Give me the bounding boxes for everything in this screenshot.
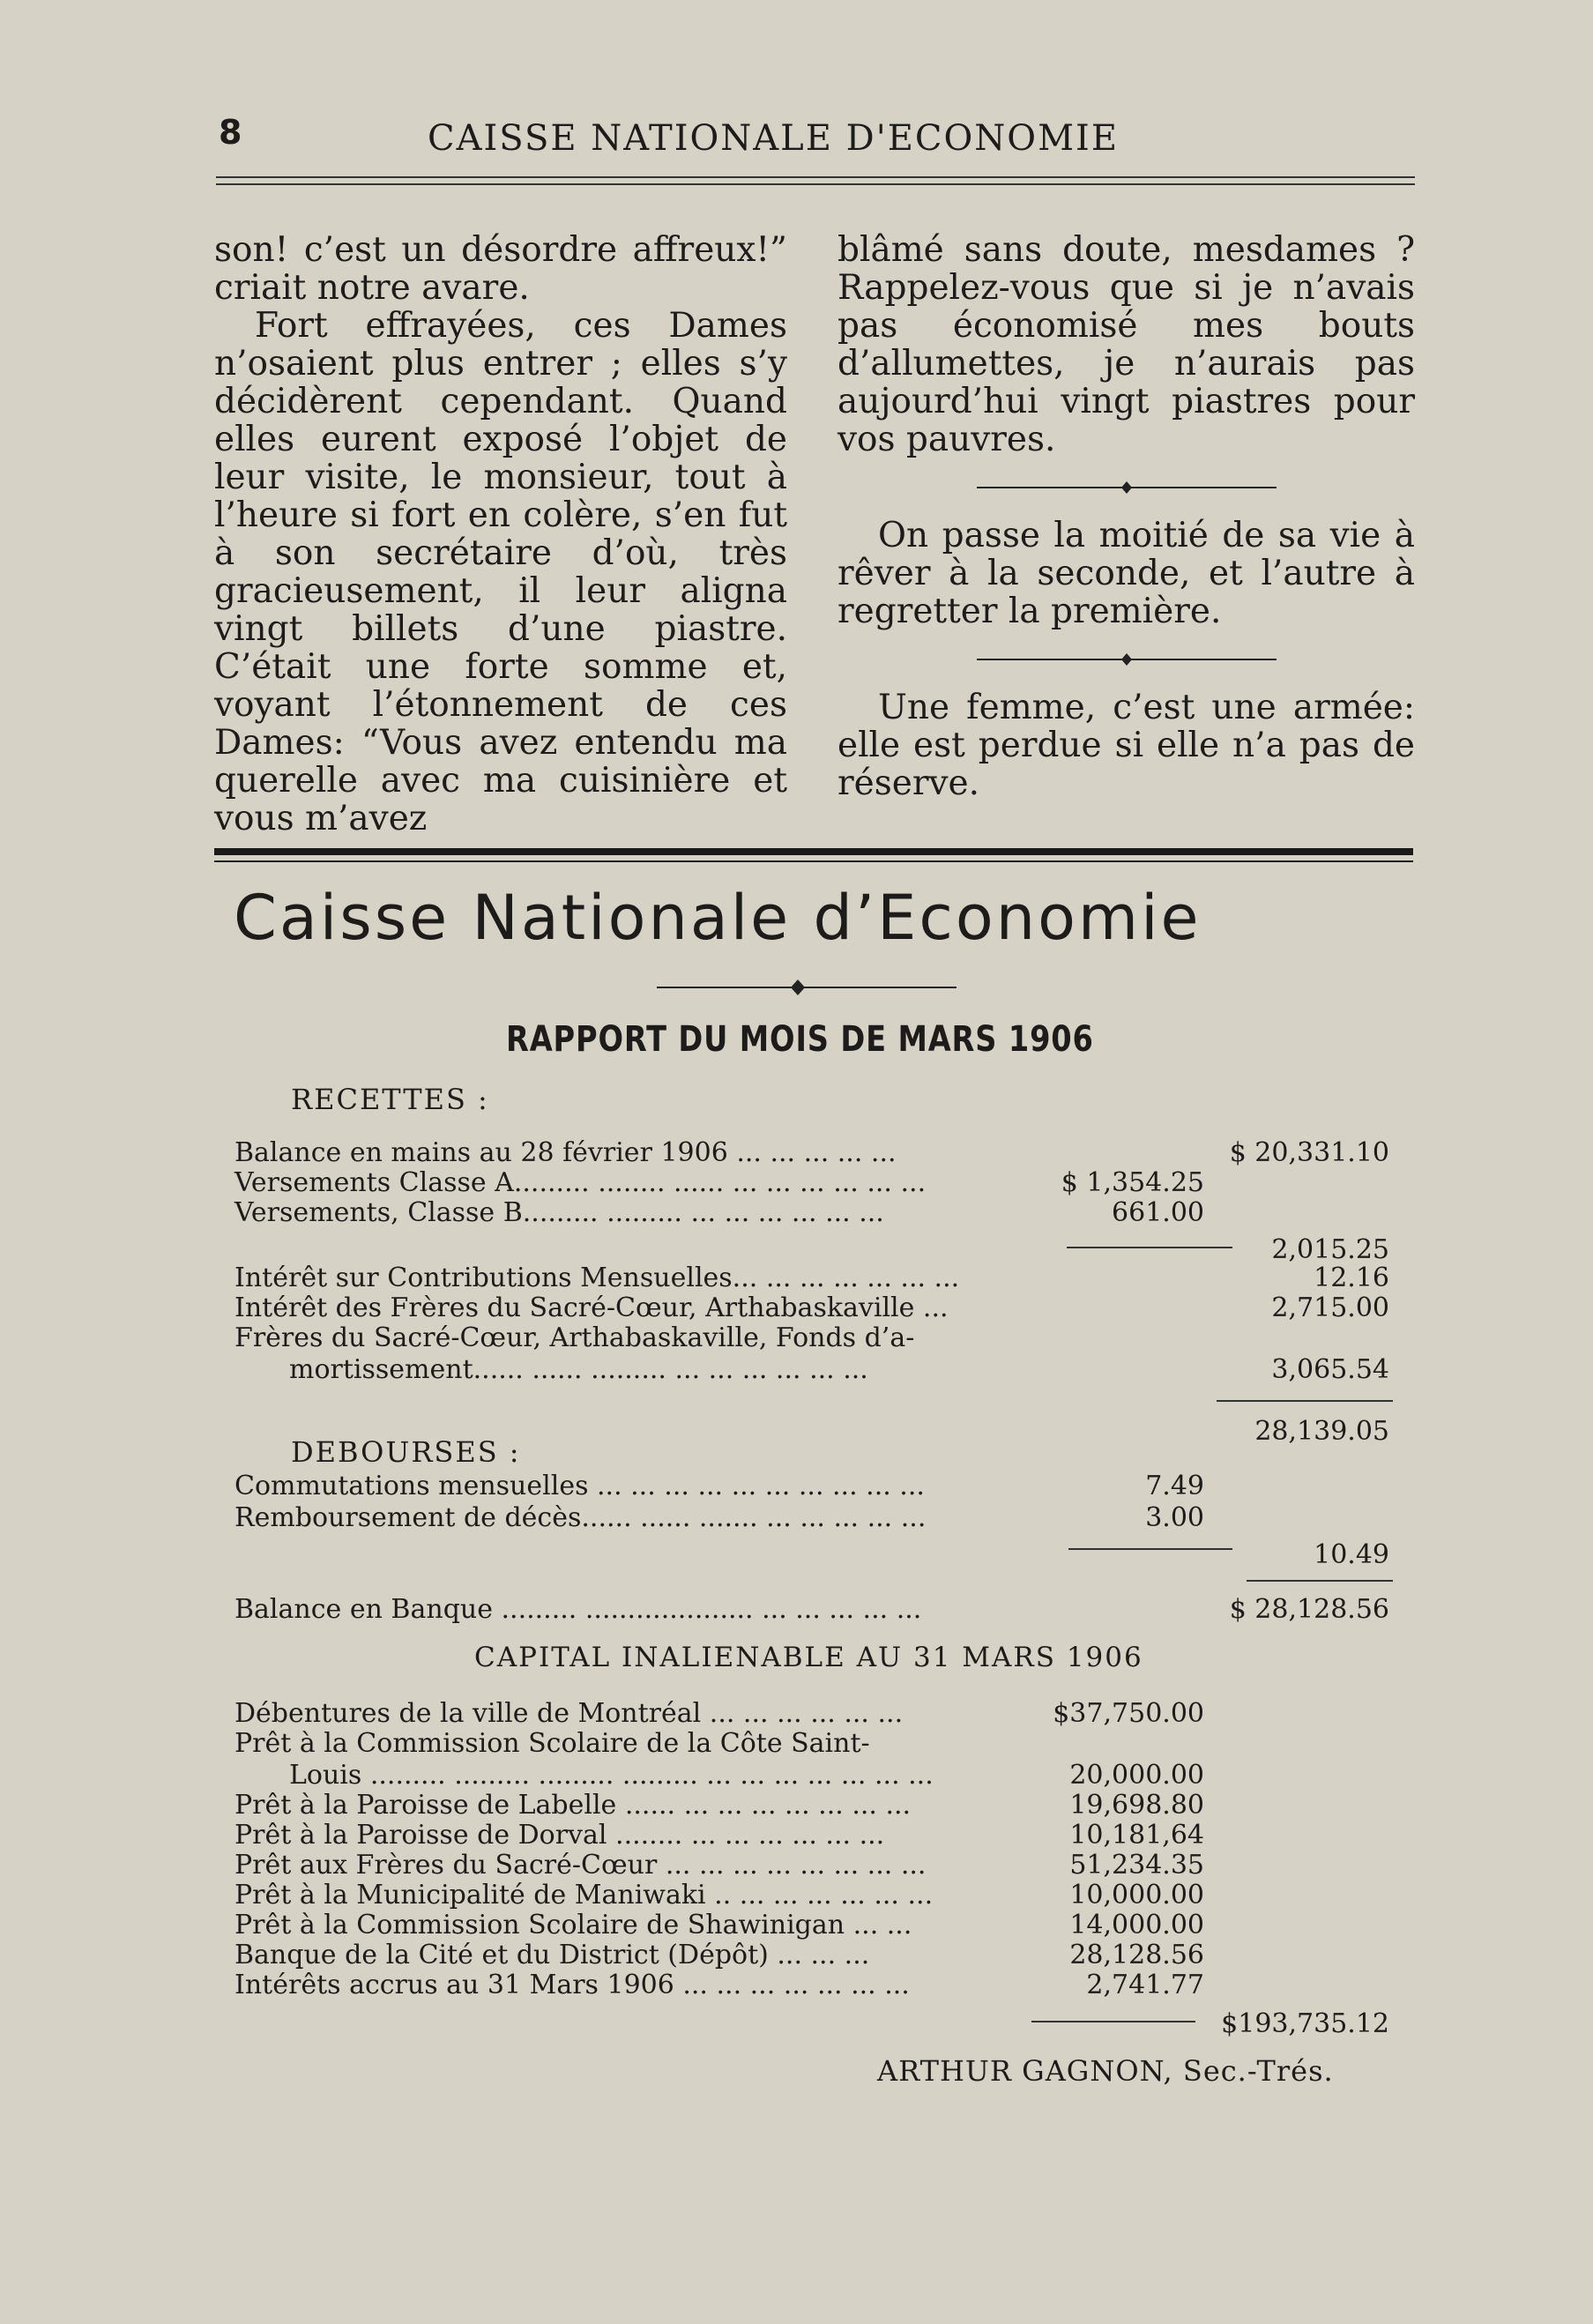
ledger-label: Balance en Banque ......... .................... ... ... ... ... ... [234,1594,922,1625]
signature-line: ARTHUR GAGNON, Sec.-Trés. [877,2054,1334,2088]
institution-title: Caisse Nationale d’Economie [234,882,1202,954]
ledger-label: Débentures de la ville de Montréal ... ... ... ... ... ... [234,1698,904,1729]
ledger-label: Intérêt des Frères du Sacré-Cœur, Arthabaskaville ... [234,1292,949,1323]
maxim-2: Une femme, c’est une armée: elle est perdue si elle n’a pas de réserve. [837,688,1415,803]
left-paragraph-1: son! c’est un désordre affreux!” criait notre avare. [214,230,787,308]
ledger-label: Versements Classe A......... ........ ...... ... ... ... ... ... ... [234,1167,927,1198]
ledger-label: Banque de la Cité et du District (Dépôt) ... ... ... [234,1940,870,1970]
ledger-row [234,1592,1416,1628]
ledger-row [234,1726,1416,1762]
ledger-total: 28,139.05 [1254,1416,1389,1447]
ledger-amount: 20,000.00 [1069,1760,1204,1791]
ledger-total: 2,715.00 [1271,1292,1389,1323]
ledger-label: Intérêt sur Contributions Mensuelles... ... ... ... ... ... ... [234,1263,960,1293]
maxim-1: On passe la moitié de sa vie à rêver à la seconde, et l’autre à regretter la première. [837,516,1415,631]
page-number: 8 [219,113,242,152]
right-column [837,231,1415,802]
diamond-divider-icon [977,652,1277,667]
ledger-amount: 28,128.56 [1069,1940,1204,1970]
ledger-row [234,2007,1416,2042]
receipts-heading: RECETTES : [291,1083,489,1116]
ledger-amount: $ 1,354.25 [1061,1167,1204,1198]
ledger-total: 3,065.54 [1271,1354,1389,1385]
ledger-amount: 51,234.35 [1069,1850,1204,1881]
ledger-label: Prêt à la Municipalité de Maniwaki .. ... ... ... ... ... ... [234,1880,934,1911]
ledger-row [234,1968,1416,2003]
running-title: CAISSE NATIONALE D'ECONOMIE [428,118,1120,159]
ledger-label: mortissement...... ...... ......... ... ... ... ... ... ... [289,1354,868,1385]
ledger-amount: 7.49 [1145,1471,1204,1501]
disbursements-heading: DEBOURSES : [291,1435,521,1469]
total-rule [1217,1400,1393,1402]
ledger-total: 10.49 [1314,1539,1389,1570]
ledger-amount: 3.00 [1145,1502,1204,1533]
ledger-row [234,1352,1416,1388]
header-double-rule [216,176,1415,185]
total-rule [1247,1580,1393,1582]
section-heavy-rule [214,848,1413,855]
ledger-total: 12.16 [1314,1263,1389,1293]
ledger-total: 2,015.25 [1271,1234,1389,1265]
ledger-amount: $37,750.00 [1053,1698,1204,1729]
report-title: RAPPORT DU MOIS DE MARS 1906 [506,1019,1094,1060]
ledger-row [234,1538,1416,1573]
ledger-amount: 10,181,64 [1069,1820,1204,1851]
diamond-divider-icon [977,480,1277,495]
ledger-label: Remboursement de décès...... ...... ....... ... ... ... ... ... [234,1502,927,1533]
ledger-total: $ 20,331.10 [1229,1137,1389,1168]
ledger-total: $ 28,128.56 [1229,1594,1389,1625]
ledger-label: Prêt à la Paroisse de Dorval ........ ... ... ... ... ... ... [234,1820,885,1851]
ledger-total: $193,735.12 [1221,2008,1389,2039]
capital-heading: CAPITAL INALIENABLE AU 31 MARS 1906 [474,1642,1143,1673]
ledger-amount: 19,698.80 [1069,1790,1204,1821]
ledger-row [234,1469,1416,1504]
ledger-label: Versements, Classe B......... ......... ... ... ... ... ... ... [234,1197,884,1228]
ledger-amount: 661.00 [1112,1197,1204,1228]
right-paragraph-continuation: blâmé sans doute, mesdames ? Rappelez-vous que si je n’avais pas économisé mes bouts d’allumettes, je n’aurais pas aujourd’hui vingt piastres pour vos pauvres. [837,230,1415,459]
ledger-amount: 14,000.00 [1069,1910,1204,1940]
ledger-label: Prêt à la Commission Scolaire de Shawinigan ... ... [234,1910,912,1940]
ledger-label: Prêt à la Commission Scolaire de la Côte Saint- [234,1728,870,1759]
ledger-amount: 10,000.00 [1069,1880,1204,1911]
ledger-amount: 2,741.77 [1086,1970,1204,2000]
ledger-row [234,1196,1416,1231]
diamond-divider-icon [657,977,957,998]
ledger-row [234,1321,1416,1356]
ledger-label: Prêt à la Paroisse de Labelle ...... ... ... ... ... ... ... ... [234,1790,912,1821]
ledger-label: Prêt aux Frères du Sacré-Cœur ... ... ... ... ... ... ... ... [234,1850,927,1881]
ledger-row [234,1501,1416,1536]
ledger-label: Commutations mensuelles ... ... ... ... ... ... ... ... ... ... [234,1471,925,1501]
ledger-label: Intérêts accrus au 31 Mars 1906 ... ... ... ... ... ... ... [234,1970,910,2000]
ledger-label: Frères du Sacré-Cœur, Arthabaskaville, Fonds d’a- [234,1322,915,1353]
left-column [214,231,787,838]
ledger-label: Balance en mains au 28 février 1906 ... ... ... ... ... [234,1137,897,1168]
left-paragraph-2: Fort effrayées, ces Dames n’osaient plus entrer ; elles s’y décidèrent cependant. Quand elles eurent exposé l’objet de leur visite, le monsieur, tout à l’heure si fort en colère, s’en fut à son secrétaire d’où, très gracieusement, il leur aligna vingt billets d’une piastre. C’était une forte somme et, voyant l’étonnement de ces Dames: “Vous avez entendu ma querelle avec ma cuisinière et vous m’avez [214,306,787,838]
ledger-label: Louis ......... ......... ......... ......... ... ... ... ... ... ... ... [289,1760,934,1791]
running-head [212,113,1419,166]
section-thin-rule [214,860,1413,862]
